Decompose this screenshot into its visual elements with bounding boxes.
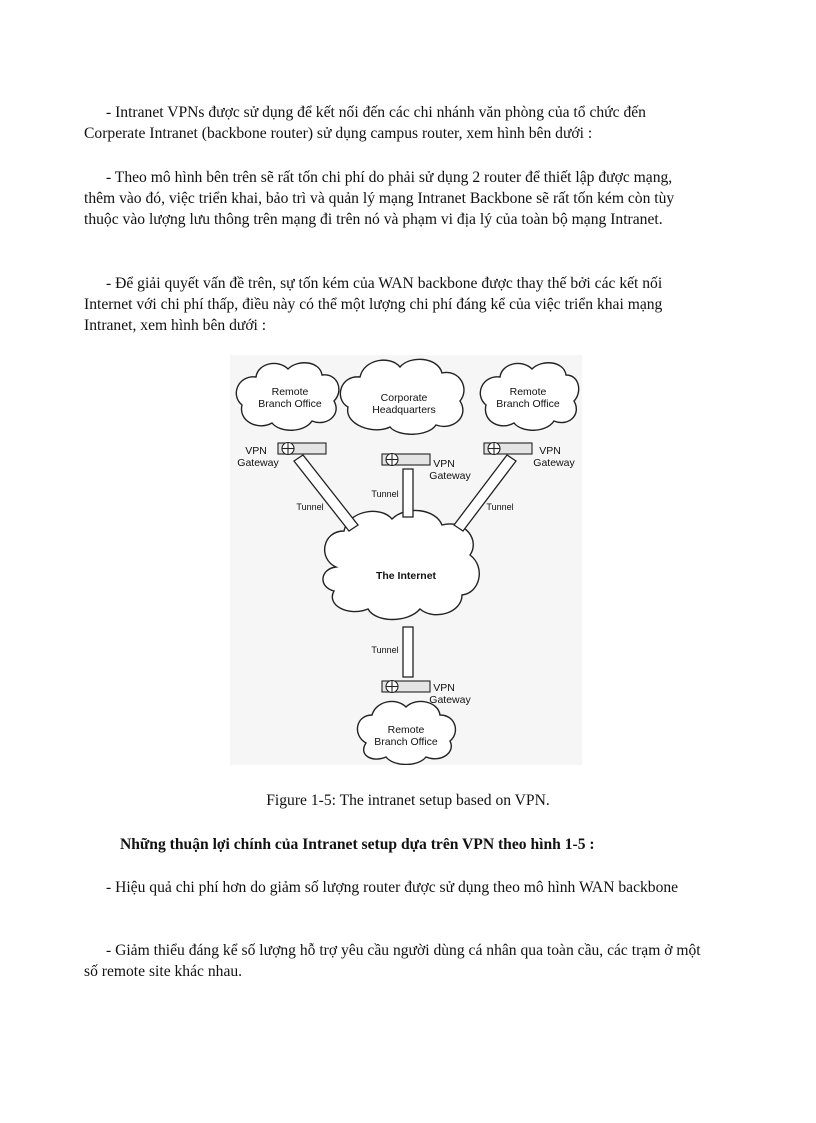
tunnel-label-bottom: Tunnel [371, 645, 399, 655]
vpn-label-left: VPN [245, 445, 267, 457]
tunnel-label-left: Tunnel [296, 502, 324, 512]
figure-caption: Figure 1-5: The intranet setup based on VPN. [266, 792, 550, 809]
remote-label-bottom-2: Branch Office [374, 736, 438, 748]
vpn-gateway-device-right [484, 443, 532, 455]
gateway-label-center: Gateway [429, 470, 471, 482]
remote-label-bottom-1: Remote [387, 724, 425, 736]
vpn-gateway-device-bottom [382, 681, 430, 693]
section-heading: Những thuận lợi chính của Intranet setup dựa trên VPN theo hình 1-5 : [120, 836, 595, 853]
gateway-label-right: Gateway [533, 457, 575, 469]
corporate-label-1: Corporate [380, 392, 428, 404]
tunnel-label-right: Tunnel [486, 502, 514, 512]
remote-label-left-2: Branch Office [258, 398, 322, 410]
vpn-label-bottom: VPN [433, 682, 455, 694]
paragraph-cost-model: - Theo mô hình bên trên sẽ rất tốn chi phí do phải sử dụng 2 router để thiết lập được mạng, thêm vào đó, việc triển khai, bảo trì và quản lý mạng Intranet Backbone sẽ rất tốn kém còn tùy thuộc vào lượng lưu thông trên mạng đi trên nó và phạm vi địa lý của toàn bộ mạng Intranet. [84, 169, 675, 228]
gateway-label-left: Gateway [237, 457, 279, 469]
corporate-label-2: Headquarters [372, 404, 436, 416]
remote-label-right-1: Remote [509, 386, 547, 398]
paragraph-advantage-cost: - Hiệu quả chi phí hơn do giảm số lượng router được sử dụng theo mô hình WAN backbone [106, 879, 679, 896]
paragraph-intranet-vpns: - Intranet VPNs được sử dụng để kết nối đến các chi nhánh văn phòng của tổ chức đến Corperate Intranet (backbone router) sử dụng campus router, xem hình bên dưới : [84, 104, 646, 142]
vpn-gateway-device-center [382, 454, 430, 466]
remote-label-right-2: Branch Office [496, 398, 560, 410]
paragraph-advantage-support: - Giảm thiểu đáng kể số lượng hỗ trợ yêu cầu người dùng cá nhân qua toàn cầu, các trạm ở một số remote site khác nhau. [84, 942, 701, 980]
paragraph-solution: - Để giải quyết vấn đề trên, sự tốn kém của WAN backbone được thay thế bởi các kết nối Internet với chi phí thấp, điều này có thể một lượng chi phí đáng kể của việc triển khai mạng Intranet, xem hình bên dưới : [84, 275, 663, 334]
internet-label: The Internet [375, 570, 437, 582]
gateway-label-bottom: Gateway [429, 694, 471, 706]
tunnel-right [454, 455, 516, 531]
tunnel-center [403, 469, 413, 517]
tunnel-bottom [403, 627, 413, 677]
vpn-gateway-device-left [278, 443, 326, 455]
vpn-label-right: VPN [539, 445, 561, 457]
remote-label-left-1: Remote [271, 386, 309, 398]
vpn-intranet-diagram [230, 355, 582, 765]
vpn-label-center: VPN [433, 458, 455, 470]
tunnel-left [294, 455, 358, 531]
tunnel-label-center: Tunnel [371, 489, 399, 499]
